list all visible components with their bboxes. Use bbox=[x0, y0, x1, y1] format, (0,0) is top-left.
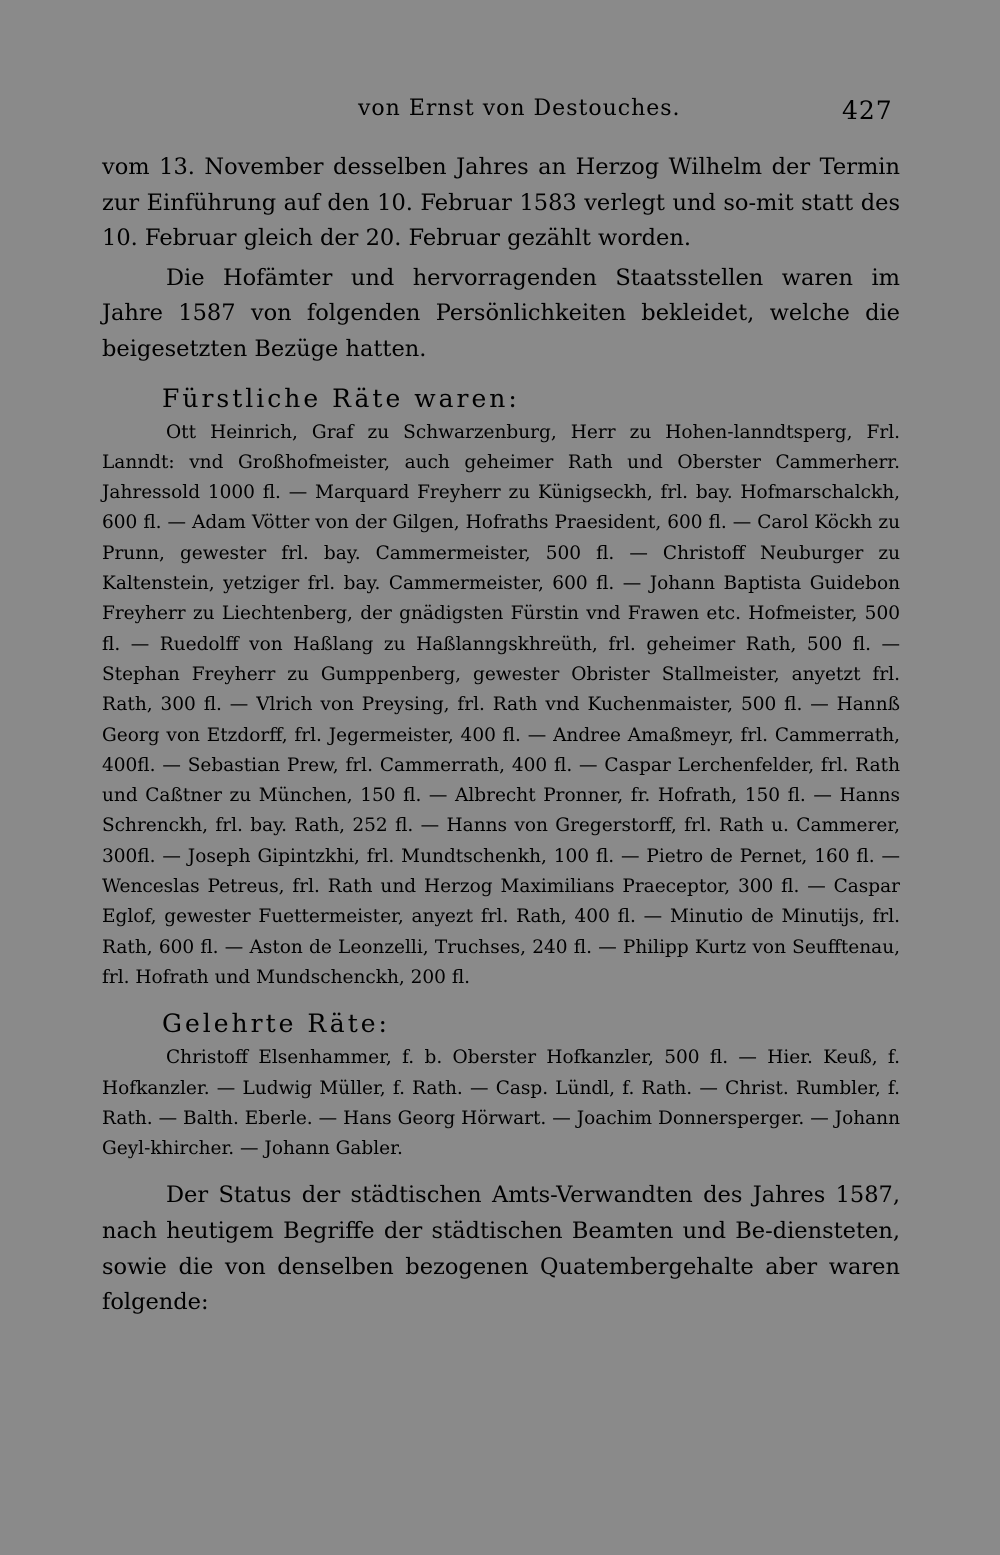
page-body bbox=[102, 150, 900, 1321]
paragraph-court-offices: Die Hofämter und hervorragenden Staatsstellen waren im Jahre 1587 von folgenden Persönlichkeiten bekleidet, welche die beigesetzten Bezüge hatten. bbox=[102, 264, 900, 362]
paragraph-learned-councillors-list: Christoff Elsenhammer, f. b. Oberster Hofkanzler, 500 fl. — Hier. Keuß, f. Hofkanzler. — Ludwig Müller, f. Rath. — Casp. Lündl, f. Rath. — Christ. Rumbler, f. Rath. — Balth. Eberle. — Hans Georg Hörwart. — Joachim Donnersperger. — Johann Geyl-khircher. — Johann Gabler. bbox=[102, 1047, 900, 1160]
section-heading-learned-councillors: Gelehrte Räte: bbox=[162, 1009, 390, 1039]
paragraph-princely-councillors-list: Ott Heinrich, Graf zu Schwarzenburg, Herr zu Hohen-lanndtsperg, Frl. Lanndt: vnd Großhofmeister, auch geheimer Rath und Oberster Cammerherr. Jahressold 1000 fl. — Marquard Freyherr zu Künigseckh, frl. bay. Hofmarschalckh, 600 fl. — Adam Vötter von der Gilgen, Hofraths Praesident, 600 fl. — Carol Köckh zu Prunn, gewester frl. bay. Cammermeister, 500 fl. — Christoff Neuburger zu Kaltenstein, yetziger frl. bay. Cammermeister, 600 fl. — Johann Baptista Guidebon Freyherr zu Liechtenberg, der gnädigsten Fürstin vnd Frawen etc. Hofmeister, 500 fl. — Ruedolff von Haßlang zu Haßlanngskhreüth, frl. geheimer Rath, 500 fl. — Stephan Freyherr zu Gumppenberg, gewester Obrister Stallmeister, anyetzt frl. Rath, 300 fl. — Vlrich von Preysing, frl. Rath vnd Kuchenmaister, 500 fl. — Hannß Georg von Etzdorff, frl. Jegermeister, 400 fl. — Andree Amaßmeyr, frl. Cammerrath, 400fl. — Sebastian Prew, frl. Cammerrath, 400 fl. — Caspar Lerchenfelder, frl. Rath und Caßtner zu München, 150 fl. — Albrecht Pronner, fr. Hofrath, 150 fl. — Hanns Schrenckh, frl. bay. Rath, 252 fl. — Hanns von Gregerstorff, frl. Rath u. Cammerer, 300fl. — Joseph Gipintzkhi, frl. Mundtschenkh, 100 fl. — Pietro de Pernet, 160 fl. — Wenceslas Petreus, frl. Rath und Herzog Maximilians Praeceptor, 300 fl. — Caspar Eglof, gewester Fuettermeister, anyezt frl. Rath, 400 fl. — Minutio de Minutijs, frl. Rath, 600 fl. — Aston de Leonzelli, Truchses, 240 fl. — Philipp Kurtz von Seufftenau, frl. Hofrath und Mundschenckh, 200 fl. bbox=[102, 421, 900, 988]
paragraph-continuation: vom 13. November desselben Jahres an Herzog Wilhelm der Termin zur Einführung auf den 10. Februar 1583 verlegt und so-mit statt des 10. Februar gleich der 20. Februar gezählt worden. bbox=[102, 154, 900, 252]
section-heading-princely-councillors: Fürstliche Räte waren: bbox=[162, 383, 520, 413]
page-number: 427 bbox=[842, 96, 893, 125]
running-title: von Ernst von Destouches. bbox=[358, 96, 681, 121]
paragraph-municipal-officials: Der Status der städtischen Amts-Verwandten des Jahres 1587, nach heutigem Begriffe der städtischen Beamten und Be-diensteten, sowie die von denselben bezogenen Quatembergehalte aber waren folgende: bbox=[102, 1182, 900, 1316]
